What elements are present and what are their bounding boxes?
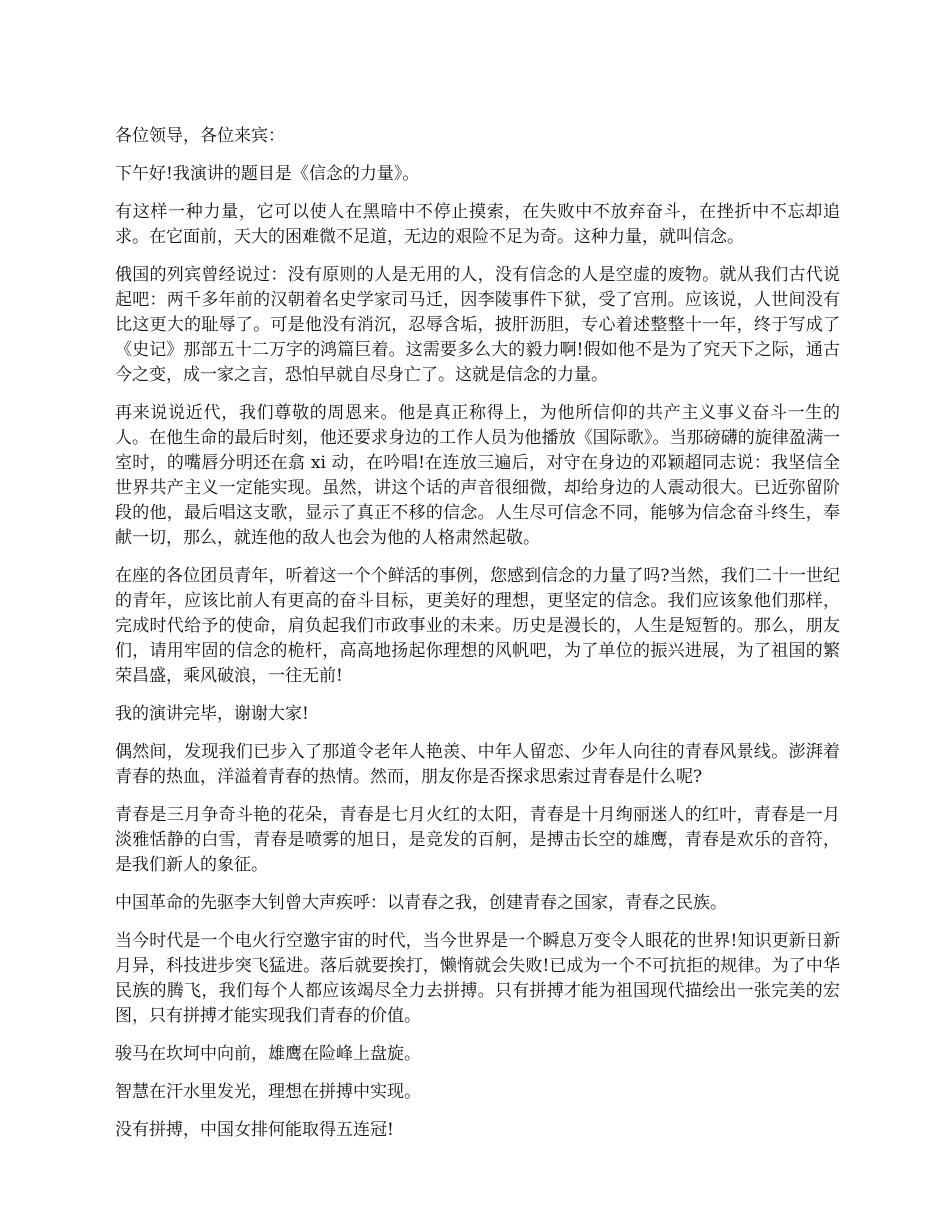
paragraph-sima-qian: 俄国的列宾曾经说过：没有原则的人是无用的人，没有信念的人是空虚的废物。就从我们古代说起吧：两千多年前的汉朝着名史学家司马迁，因李陵事件下狱，受了宫刑。应该说，人世间没有比这更大的耻辱了。可是他没有消沉，忍辱含垢，披肝沥胆，专心着述整整十一年，终于写成了《史记》那部五十二万字的鸿篇巨着。这需要多么大的毅力啊!假如他不是为了究天下之际，通古今之变，成一家之言，恐怕早就自尽身亡了。这就是信念的力量。 <box>115 265 840 385</box>
paragraph-topic: 下午好!我演讲的题目是《信念的力量》。 <box>115 164 420 184</box>
paragraph-intro: 有这样一种力量，它可以使人在黑暗中不停止摸索，在失败中不放弃奋斗，在挫折中不忘却追求。在它面前，天大的困难微不足道，无边的艰险不足为奇。这种力量，就叫信念。 <box>115 202 840 247</box>
document-body <box>115 124 840 1156</box>
paragraph-wisdom: 智慧在汗水里发光，理想在拼搏中实现。 <box>115 1082 421 1102</box>
paragraph-youth-call: 在座的各位团员青年，听着这一个个鲜活的事例，您感到信念的力量了吗?当然，我们二十一世纪的青年，应该比前人有更高的奋斗目标，更美好的理想，更坚定的信念。我们应该象他们那样，完成时代给予的使命，肩负起我们市政事业的未来。历史是漫长的，人生是短暂的。那么，朋友们，请用牢固的信念的桅杆，高高地扬起你理想的风帆吧，为了单位的振兴进展，为了祖国的繁荣昌盛，乘风破浪，一往无前! <box>115 566 840 686</box>
paragraph-li-dazhao: 中国革命的先驱李大钊曾大声疾呼：以青春之我，创建青春之国家，青春之民族。 <box>115 893 727 913</box>
paragraph-closing: 我的演讲完毕，谢谢大家! <box>115 704 309 724</box>
paragraph-youth-is: 青春是三月争奇斗艳的花朵，青春是七月火红的太阳，青春是十月绚丽迷人的红叶，青春是一月淡雅恬静的白雪，青春是喷雾的旭日，是竞发的百舸，是搏击长空的雄鹰，青春是欢乐的音符，是我们新人的象征。 <box>115 805 840 875</box>
paragraph-greeting: 各位领导，各位来宾： <box>115 126 285 146</box>
paragraph-horse-eagle: 骏马在坎坷中向前，雄鹰在险峰上盘旋。 <box>115 1044 421 1064</box>
paragraph-youth-scenery: 偶然间，发现我们已步入了那道令老年人艳羡、中年人留恋、少年人向往的青春风景线。澎湃着青春的热血，洋溢着青春的热情。然而，朋友你是否探求思索过青春是什么呢? <box>115 742 840 787</box>
paragraph-zhou-enlai: 再来说说近代，我们尊敬的周恩来。他是真正称得上，为他所信仰的共产主义事义奋斗一生的人。在他生命的最后时刻，他还要求身边的工作人员为他播放《国际歌》。当那磅礴的旋律盈满一室时，的嘴唇分明还在翕 xi 动，在吟唱!在连放三遍后，对守在身边的邓颖超同志说：我坚信全世界共产主义一定能实现。虽然，讲这个话的声音很细微，却给身边的人震动很大。已近弥留阶段的他，最后唱这支歌，显示了真正不移的信念。人生尽可信念不同，能够为信念奋斗终生，奉献一切，那么，就连他的敌人也会为他的人格肃然起敬。 <box>115 403 840 548</box>
paragraph-era: 当今时代是一个电火行空邀宇宙的时代，当今世界是一个瞬息万变令人眼花的世界!知识更新日新月异，科技进步突飞猛进。落后就要挨打，懒惰就会失败!已成为一个不可抗拒的规律。为了中华民族的腾飞，我们每个人都应该竭尽全力去拼搏。只有拼搏才能为祖国现代描绘出一张完美的宏图，只有拼搏才能实现我们青春的价值。 <box>115 931 840 1026</box>
paragraph-volleyball: 没有拼搏，中国女排何能取得五连冠! <box>115 1120 394 1140</box>
